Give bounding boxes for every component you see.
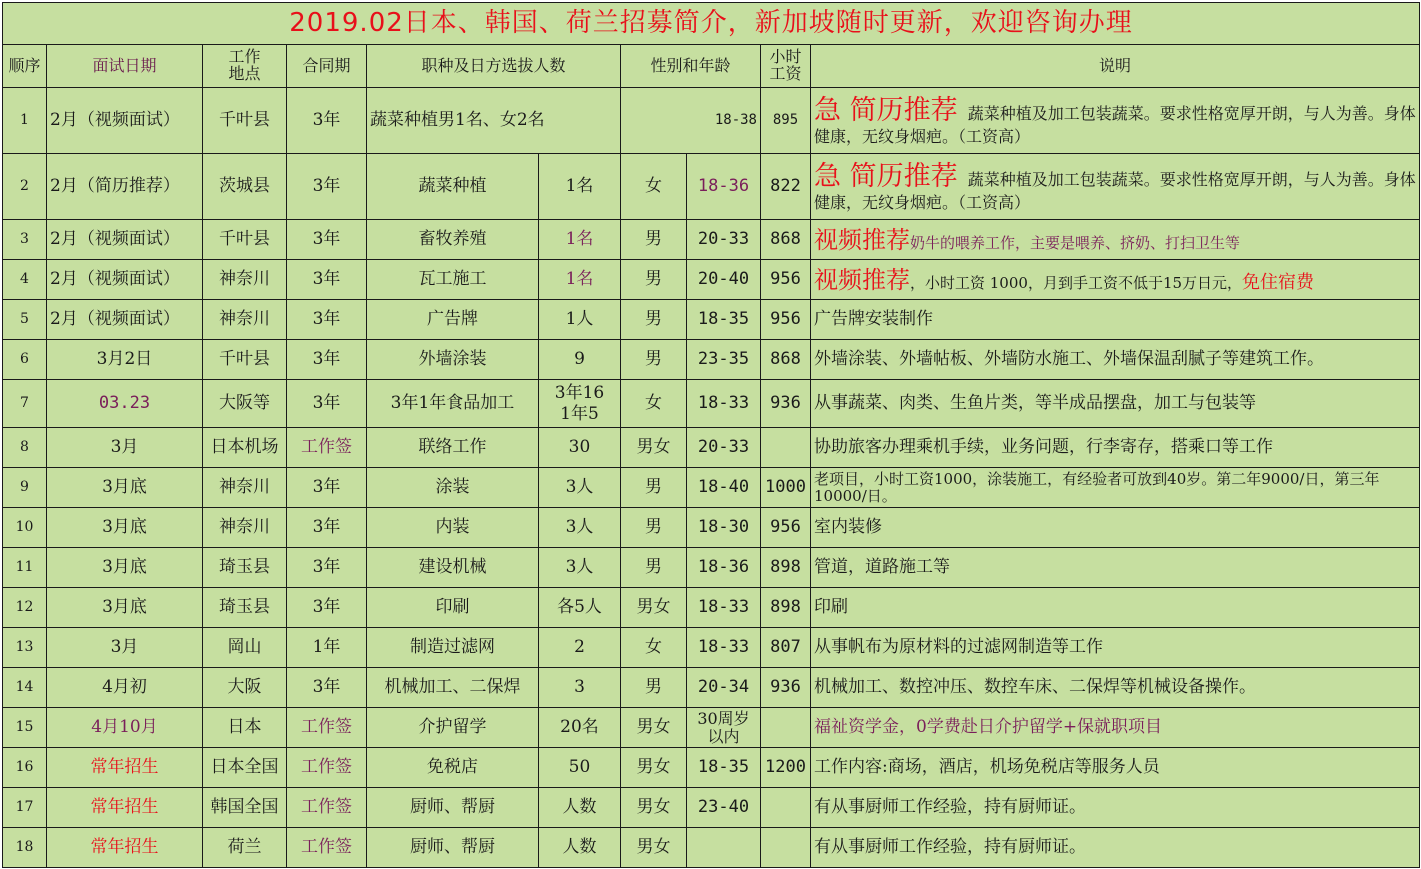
cell-contract: 3年 xyxy=(287,468,367,508)
cell-description: 协助旅客办理乘机手续，业务问题，行李寄存，搭乘口等工作 xyxy=(811,428,1420,468)
cell-gender: 男女 xyxy=(621,428,687,468)
cell-job: 建设机械 xyxy=(367,548,539,588)
cell-location: 大阪 xyxy=(203,668,287,708)
cell-job: 免税店 xyxy=(367,748,539,788)
cell-wage: 956 xyxy=(761,508,811,548)
cell-location: 日本 xyxy=(203,708,287,748)
cell-seq: 17 xyxy=(3,788,47,828)
video-tag: 视频推荐 xyxy=(814,265,910,294)
cell-date: 3月底 xyxy=(47,508,203,548)
cell-job: 涂装 xyxy=(367,468,539,508)
cell-contract: 3年 xyxy=(287,154,367,220)
cell-age: 18-40 xyxy=(687,468,761,508)
cell-contract: 3年 xyxy=(287,548,367,588)
cell-wage xyxy=(761,708,811,748)
table-row xyxy=(3,380,1420,428)
header-description: 说明 xyxy=(811,45,1420,88)
cell-date: 2月（视频面试） xyxy=(47,220,203,260)
cell-gender: 男 xyxy=(621,668,687,708)
cell-wage: 898 xyxy=(761,548,811,588)
cell-location: 日本机场 xyxy=(203,428,287,468)
cell-job: 蔬菜种植男1名、女2名 xyxy=(367,88,621,154)
table-row xyxy=(3,300,1420,340)
header-date: 面试日期 xyxy=(47,45,203,88)
video-tag: 视频推荐 xyxy=(814,225,910,254)
cell-location: 荷兰 xyxy=(203,828,287,868)
cell-contract: 3年 xyxy=(287,220,367,260)
cell-date: 03.23 xyxy=(47,380,203,428)
cell-description: 有从事厨师工作经验，持有厨师证。 xyxy=(811,828,1420,868)
header-job: 职种及日方选拔人数 xyxy=(367,45,621,88)
cell-date: 3月底 xyxy=(47,548,203,588)
cell-contract: 3年 xyxy=(287,508,367,548)
table-row xyxy=(3,428,1420,468)
header-location: 工作 地点 xyxy=(203,45,287,88)
table-row xyxy=(3,588,1420,628)
table-row xyxy=(3,708,1420,748)
cell-seq: 6 xyxy=(3,340,47,380)
cell-count: 3人 xyxy=(539,548,621,588)
cell-seq: 11 xyxy=(3,548,47,588)
cell-description: 急 简历推荐 蔬菜种植及加工包装蔬菜。要求性格宽厚开朗，与人为善。身体健康，无纹身烟疤。（工资高） xyxy=(811,154,1420,220)
cell-count: 3 xyxy=(539,668,621,708)
cell-location: 日本全国 xyxy=(203,748,287,788)
table-row xyxy=(3,88,1420,154)
cell-description: 印刷 xyxy=(811,588,1420,628)
cell-gender: 男女 xyxy=(621,588,687,628)
cell-contract: 3年 xyxy=(287,340,367,380)
cell-age: 20-33 xyxy=(687,220,761,260)
cell-gender: 男 xyxy=(621,260,687,300)
cell-contract: 3年 xyxy=(287,588,367,628)
cell-job: 外墙涂装 xyxy=(367,340,539,380)
cell-description: 从事蔬菜、肉类、生鱼片类，等半成品摆盘，加工与包装等 xyxy=(811,380,1420,428)
cell-wage xyxy=(761,788,811,828)
cell-gender: 女 xyxy=(621,154,687,220)
cell-seq: 10 xyxy=(3,508,47,548)
cell-wage: 868 xyxy=(761,220,811,260)
recruitment-table xyxy=(2,2,1420,868)
table-row xyxy=(3,340,1420,380)
cell-wage: 868 xyxy=(761,340,811,380)
cell-job: 厨师、帮厨 xyxy=(367,828,539,868)
cell-date: 3月 xyxy=(47,628,203,668)
cell-wage: 956 xyxy=(761,300,811,340)
urgent-tag: 急 简历推荐 xyxy=(814,94,958,126)
cell-job: 联络工作 xyxy=(367,428,539,468)
table-row xyxy=(3,788,1420,828)
cell-date: 2月（视频面试） xyxy=(47,260,203,300)
cell-date: 4月初 xyxy=(47,668,203,708)
cell-count: 3人 xyxy=(539,468,621,508)
header-gender-age: 性别和年龄 xyxy=(621,45,761,88)
cell-location: 神奈川 xyxy=(203,260,287,300)
cell-age: 20-34 xyxy=(687,668,761,708)
cell-wage: 895 xyxy=(761,88,811,154)
cell-age: 18-33 xyxy=(687,628,761,668)
cell-age: 30周岁以内 xyxy=(687,708,761,748)
cell-location: 神奈川 xyxy=(203,300,287,340)
cell-contract: 工作签 xyxy=(287,788,367,828)
cell-description: 管道，道路施工等 xyxy=(811,548,1420,588)
cell-gender: 男女 xyxy=(621,708,687,748)
cell-job: 广告牌 xyxy=(367,300,539,340)
cell-gender: 男 xyxy=(621,508,687,548)
cell-date: 2月（视频面试） xyxy=(47,88,203,154)
cell-gender: 男 xyxy=(621,468,687,508)
cell-seq: 12 xyxy=(3,588,47,628)
cell-gender: 女 xyxy=(621,380,687,428)
cell-count: 2 xyxy=(539,628,621,668)
cell-count: 3年16 1年5 xyxy=(539,380,621,428)
cell-wage: 936 xyxy=(761,380,811,428)
cell-date: 2月（简历推荐） xyxy=(47,154,203,220)
cell-location: 神奈川 xyxy=(203,468,287,508)
table-row xyxy=(3,628,1420,668)
cell-seq: 5 xyxy=(3,300,47,340)
cell-description: 从事帆布为原材料的过滤网制造等工作 xyxy=(811,628,1420,668)
table-row xyxy=(3,748,1420,788)
table-row xyxy=(3,668,1420,708)
cell-seq: 3 xyxy=(3,220,47,260)
cell-count: 50 xyxy=(539,748,621,788)
cell-wage: 1200 xyxy=(761,748,811,788)
cell-description: 有从事厨师工作经验，持有厨师证。 xyxy=(811,788,1420,828)
cell-seq: 13 xyxy=(3,628,47,668)
cell-age: 20-40 xyxy=(687,260,761,300)
cell-wage: 956 xyxy=(761,260,811,300)
cell-contract: 3年 xyxy=(287,260,367,300)
cell-location: 千叶县 xyxy=(203,340,287,380)
cell-count: 1人 xyxy=(539,300,621,340)
cell-wage: 822 xyxy=(761,154,811,220)
table-row xyxy=(3,260,1420,300)
cell-count: 各5人 xyxy=(539,588,621,628)
cell-gender: 男 xyxy=(621,300,687,340)
cell-wage: 936 xyxy=(761,668,811,708)
cell-age: 18-35 xyxy=(687,300,761,340)
table-row xyxy=(3,468,1420,508)
cell-contract: 3年 xyxy=(287,88,367,154)
cell-location: 韩国全国 xyxy=(203,788,287,828)
cell-seq: 16 xyxy=(3,748,47,788)
cell-age: 20-33 xyxy=(687,428,761,468)
cell-count: 人数 xyxy=(539,788,621,828)
cell-age: 18-35 xyxy=(687,748,761,788)
cell-location: 岡山 xyxy=(203,628,287,668)
cell-count: 人数 xyxy=(539,828,621,868)
cell-count: 1名 xyxy=(539,220,621,260)
cell-wage xyxy=(761,828,811,868)
cell-seq: 18 xyxy=(3,828,47,868)
header-contract: 合同期 xyxy=(287,45,367,88)
cell-job: 印刷 xyxy=(367,588,539,628)
table-row xyxy=(3,154,1420,220)
cell-wage: 898 xyxy=(761,588,811,628)
cell-contract: 工作签 xyxy=(287,428,367,468)
table-row xyxy=(3,508,1420,548)
cell-count: 20名 xyxy=(539,708,621,748)
cell-date: 4月10月 xyxy=(47,708,203,748)
cell-date: 3月 xyxy=(47,428,203,468)
cell-age: 18-30 xyxy=(687,508,761,548)
cell-contract: 3年 xyxy=(287,380,367,428)
cell-gender: 男 xyxy=(621,220,687,260)
cell-location: 大阪等 xyxy=(203,380,287,428)
cell-age: 18-38 xyxy=(621,88,761,154)
cell-contract: 工作签 xyxy=(287,708,367,748)
cell-job: 畜牧养殖 xyxy=(367,220,539,260)
cell-seq: 14 xyxy=(3,668,47,708)
cell-age: 23-40 xyxy=(687,788,761,828)
cell-age: 18-33 xyxy=(687,380,761,428)
cell-location: 琦玉县 xyxy=(203,548,287,588)
cell-contract: 3年 xyxy=(287,668,367,708)
cell-date: 常年招生 xyxy=(47,828,203,868)
cell-count: 1名 xyxy=(539,260,621,300)
urgent-tag: 急 简历推荐 xyxy=(814,160,958,192)
table-row xyxy=(3,828,1420,868)
cell-age: 18-36 xyxy=(687,548,761,588)
cell-description: 工作内容:商场，酒店，机场免税店等服务人员 xyxy=(811,748,1420,788)
cell-age: 23-35 xyxy=(687,340,761,380)
table-row xyxy=(3,548,1420,588)
cell-description: 室内装修 xyxy=(811,508,1420,548)
cell-contract: 工作签 xyxy=(287,828,367,868)
cell-seq: 2 xyxy=(3,154,47,220)
cell-seq: 15 xyxy=(3,708,47,748)
cell-date: 2月（视频面试） xyxy=(47,300,203,340)
cell-description: 视频推荐，小时工资 1000，月到手工资不低于15万日元，免住宿费 xyxy=(811,260,1420,300)
cell-seq: 8 xyxy=(3,428,47,468)
cell-age xyxy=(687,828,761,868)
cell-wage: 807 xyxy=(761,628,811,668)
cell-count: 9 xyxy=(539,340,621,380)
cell-description: 外墙涂装、外墙帖板、外墙防水施工、外墙保温刮腻子等建筑工作。 xyxy=(811,340,1420,380)
cell-location: 千叶县 xyxy=(203,88,287,154)
cell-count: 30 xyxy=(539,428,621,468)
cell-location: 千叶县 xyxy=(203,220,287,260)
cell-job: 瓦工施工 xyxy=(367,260,539,300)
table-row xyxy=(3,220,1420,260)
cell-description: 福祉资学金，0学费赴日介护留学+保就职项目 xyxy=(811,708,1420,748)
cell-wage: 1000 xyxy=(761,468,811,508)
cell-job: 机械加工、二保焊 xyxy=(367,668,539,708)
cell-date: 3月底 xyxy=(47,588,203,628)
cell-wage xyxy=(761,428,811,468)
cell-gender: 男女 xyxy=(621,828,687,868)
cell-location: 神奈川 xyxy=(203,508,287,548)
cell-job: 厨师、帮厨 xyxy=(367,788,539,828)
header-row xyxy=(3,45,1420,88)
cell-description: 急 简历推荐 蔬菜种植及加工包装蔬菜。要求性格宽厚开朗，与人为善。身体健康，无纹身烟疤。（工资高） xyxy=(811,88,1420,154)
cell-job: 内装 xyxy=(367,508,539,548)
cell-description: 视频推荐奶牛的喂养工作，主要是喂养、挤奶、打扫卫生等 xyxy=(811,220,1420,260)
cell-date: 3月底 xyxy=(47,468,203,508)
cell-gender: 男女 xyxy=(621,748,687,788)
cell-gender: 男 xyxy=(621,340,687,380)
cell-location: 琦玉县 xyxy=(203,588,287,628)
cell-contract: 工作签 xyxy=(287,748,367,788)
cell-count: 1名 xyxy=(539,154,621,220)
page-title: 2019.02日本、韩国、荷兰招募简介，新加坡随时更新，欢迎咨询办理 xyxy=(3,3,1420,45)
cell-seq: 1 xyxy=(3,88,47,154)
cell-date: 3月2日 xyxy=(47,340,203,380)
cell-job: 制造过滤网 xyxy=(367,628,539,668)
cell-description: 广告牌安装制作 xyxy=(811,300,1420,340)
cell-count: 3人 xyxy=(539,508,621,548)
cell-date: 常年招生 xyxy=(47,788,203,828)
cell-contract: 1年 xyxy=(287,628,367,668)
header-wage: 小时 工资 xyxy=(761,45,811,88)
cell-job: 3年1年食品加工 xyxy=(367,380,539,428)
cell-age: 18-33 xyxy=(687,588,761,628)
cell-gender: 男女 xyxy=(621,788,687,828)
cell-description: 机械加工、数控冲压、数控车床、二保焊等机械设备操作。 xyxy=(811,668,1420,708)
cell-contract: 3年 xyxy=(287,300,367,340)
cell-age: 18-36 xyxy=(687,154,761,220)
cell-gender: 女 xyxy=(621,628,687,668)
cell-job: 介护留学 xyxy=(367,708,539,748)
cell-date: 常年招生 xyxy=(47,748,203,788)
cell-gender: 男 xyxy=(621,548,687,588)
cell-seq: 9 xyxy=(3,468,47,508)
cell-seq: 4 xyxy=(3,260,47,300)
cell-seq: 7 xyxy=(3,380,47,428)
cell-location: 茨城县 xyxy=(203,154,287,220)
header-seq: 顺序 xyxy=(3,45,47,88)
cell-description: 老项目，小时工资1000，涂装施工，有经验者可放到40岁。第二年9000/日，第三年10000/日。 xyxy=(811,468,1420,508)
cell-job: 蔬菜种植 xyxy=(367,154,539,220)
